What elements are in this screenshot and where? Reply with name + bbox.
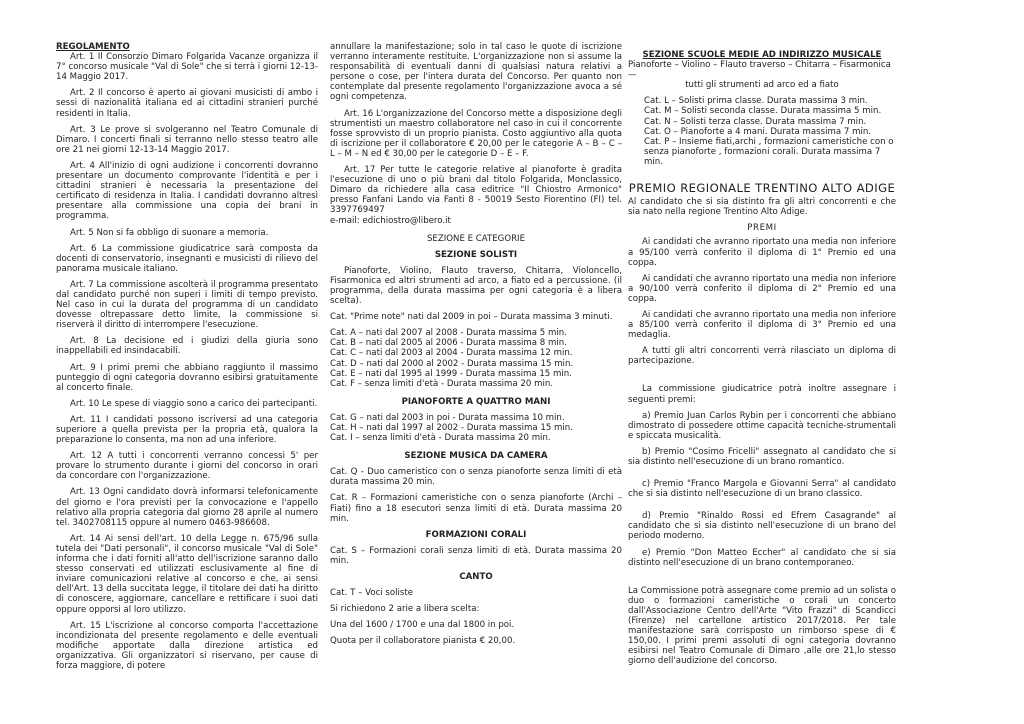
scuole-medie-category-list: [644, 96, 896, 167]
premi-heading: PREMI: [747, 223, 777, 234]
premio-2: Ai candidati che avranno riportato una media non inferiore a 90/100 verrà conferito il diploma di 2° Premio ed una coppa.: [628, 273, 896, 304]
premio-regionale-heading: PREMIO REGIONALE TRENTINO ALTO ADIGE: [628, 181, 896, 196]
canto-heading: CANTO: [459, 572, 493, 583]
email-text: e-mail: edichiostro@libero.it: [330, 215, 451, 226]
premio-1: Ai candidati che avranno riportato una media non inferiore a 95/100 verrà conferito il diploma di 1° Premio ed una coppa.: [628, 237, 896, 268]
art-5: Art. 5 Non si fa obbligo di suonare a memoria.: [70, 227, 269, 238]
art-14: Art. 14 Ai sensi dell'art. 10 della Legge n. 675/96 sulla tutela dei "Dati personali", il concorso musicale "Val di Sole" informa che i dati forniti all'atto dell'iscrizione saranno dallo stesso conservati ed utilizzati esclusivamente al fine di inviare comunicazioni relative al concorso e che, ai sensi dell'Art. 13 della succitata legge, il titolare dei dati ha diritto di conoscere, aggiornare, cancellare e rettificare i suoi dati oppure opporsi al loro utilizzo.: [56, 533, 318, 615]
art-3: Art. 3 Le prove si svolgeranno nel Teatro Comunale di Dimaro. I concerti finali si terranno nello stesso teatro alle ore 21 nei giorni 12-13-14 Maggio 2017.: [56, 124, 318, 155]
formazioni-corali-heading: FORMAZIONI CORALI: [425, 529, 527, 540]
art-16: Art. 16 L'organizzazione del Concorso mette a disposizione degli strumentisti un maestro collaboratore nel caso in cui il concorrente fosse sprovvisto di un proprio pianista. Costo aggiuntivo alla quota di iscrizione per il collaboratore € 20,00 per le categorie A – B – C – L – M – N ed € 30,00 per le categorie D – E – F.: [330, 108, 622, 159]
category-r: Cat. R – Formazioni cameristiche con o senza pianoforte (Archi – Fiati) fino a 18 esecutori senza limiti di età. Durata massima 20 min.: [330, 493, 622, 524]
art-10: Art. 10 Le spese di viaggio sono a carico dei partecipanti.: [70, 398, 318, 409]
category-t: Cat. T – Voci soliste: [330, 588, 414, 599]
art-2: Art. 2 Il concorso è aperto ai giovani musicisti di ambo i sessi di nazionalità italiana ed ai cittadini stranieri purché residenti in Italia.: [56, 88, 318, 119]
art-11: Art. 11 I candidati possono iscriversi ad una categoria superiore a quella prevista per la propria età, qualora la preparazione lo consenta, ma non ad una inferiore.: [56, 414, 318, 446]
list-item: Cat. N – Solisti terza classe. Durata massima 7 min.: [644, 116, 867, 127]
premio-speciale-c: c) Premio "Franco Margola e Giovanni Serra" al candidato che si sia distinto nell'esecuzione di un brano classico.: [628, 479, 896, 500]
premio-speciale-e: e) Premio "Don Matteo Eccher" al candidato che si sia distinto nell'esecuzione di un brano contemporaneo.: [628, 547, 896, 568]
art-12: Art. 12 A tutti i concorrenti verranno concessi 5' per provare lo strumento durante i giorni del concorso in orari da concordare con l'organizzazione.: [56, 451, 318, 482]
list-item: Cat. O – Pianoforte a 4 mani. Durata massima 7 min.: [644, 126, 872, 137]
art-4: Art. 4 All'inizio di ogni audizione i concorrenti dovranno presentare un documento comprovante l'identità e per i cittadini stranieri è necessaria la presentazione del certificato di residenza in Italia. I candidati dovranno altresì presentare alla commissione una copia dei brani in programma.: [56, 160, 318, 222]
premio-speciale-a: a) Premio Juan Carlos Rybin per i concorrenti che abbiano dimostrato di possedere ottime capacità tecniche-strumentali e spiccata musicalità.: [628, 410, 896, 441]
categorie-column: [330, 42, 622, 653]
canto-arie: Si richiedono 2 arie a libera scelta:: [330, 604, 480, 615]
scuole-medie-strumenti-line-2: tutti gli strumenti ad arco ed a fiato: [685, 80, 839, 91]
canto-periodo: Una del 1600 / 1700 e una dal 1800 in poi.: [330, 620, 515, 631]
category-s: Cat. S – Formazioni corali senza limiti di età. Durata massima 20 min.: [330, 545, 622, 566]
list-item: Cat. G – nati dal 2003 in poi - Durata massima 10 min.: [330, 412, 565, 423]
premio-partecipazione: A tutti gli altri concorrenti verrà rilasciato un diploma di partecipazione.: [628, 346, 896, 367]
pianoforte-category-list: [330, 413, 622, 443]
art-6: Art. 6 La commissione giudicatrice sarà composta da docenti di conservatorio, insegnanti e musicisti di rilievo del panorama musicale italiano.: [56, 243, 318, 274]
regolamento-column: [56, 42, 318, 677]
art-8: Art. 8 La decisione ed i giudizi della giuria sono inappellabili ed insindacabili.: [56, 336, 318, 357]
sezione-solisti-heading: SEZIONE SOLISTI: [434, 249, 518, 260]
list-item: Cat. A – nati dal 2007 al 2008 - Durata massima 5 min.: [330, 328, 567, 339]
scuole-medie-strumenti-line-1: Pianoforte – Violino – Flauto traverso – Chitarra – Fisarmonica—: [628, 60, 891, 81]
premio-3: Ai candidati che avranno riportato una media non inferiore a 85/100 verrà conferito il diploma di 3° Premio ed una medaglia.: [628, 309, 896, 341]
list-item: Cat. P – Insieme fiati,archi , formazioni cameristiche con o senza pianoforte , formazioni corali. Durata massima 7 min.: [644, 136, 894, 167]
premi-column: [628, 42, 896, 673]
list-item: Cat. H – nati dal 1997 al 2002 - Durata massima 15 min.: [330, 423, 573, 433]
premio-speciale-d: d) Premio "Rinaldo Rossi ed Efrem Casagrande" al candidato che si sia distinto nell'esecuzione di un brano del periodo moderno.: [628, 511, 896, 542]
category-q: Cat. Q - Duo cameristico con o senza pianoforte senza limiti di età durata massima 20 min.: [330, 467, 622, 488]
regolamento-heading: REGOLAMENTO: [56, 42, 130, 52]
scuole-medie-heading: SEZIONE SCUOLE MEDIE AD INDIRIZZO MUSICALE: [642, 50, 882, 60]
premio-regionale-text: Al candidato che si sia distinto fra gli altri concorrenti e che sia nato nella regione Trentino Alto Adige.: [628, 197, 896, 218]
solisti-category-list: [330, 328, 622, 389]
art-9: Art. 9 I primi premi che abbiano raggiunto il massimo punteggio di ogni categoria dovranno esibirsi gratuitamente al concerto finale.: [56, 362, 318, 393]
art-15-continued: annullare la manifestazione; solo in tal caso le quote di iscrizione verranno interamente restituite. L'organizzazione non si assume la responsabilità di eventuali danni di qualsiasi natura relativi a persone o cose, per l'intera durata del Concorso. Per quanto non contemplate dal presente regolamento l'organizzazione avoca a sé ogni competenza.: [330, 42, 622, 103]
list-item: Cat. C – nati dal 2003 al 2004 - Durata massima 12 min.: [330, 348, 573, 359]
list-item: Cat. L – Solisti prima classe. Durata massima 3 min.: [644, 96, 868, 107]
list-item: Cat. F – senza limiti d'età - Durata massima 20 min.: [330, 378, 554, 389]
premio-speciale-b: b) Premio "Cosimo Fricelli" assegnato al candidato che si sia distinto nell'esecuzione di un brano romantico.: [628, 446, 896, 467]
solisti-intro: Pianoforte, Violino, Flauto traverso, Chitarra, Violoncello, Fisarmonica ed altri strumenti ad arco, a fiato ed a percussione. (il programma, della durata massima per ogni categoria è a libera scelta).: [330, 265, 622, 307]
art-7: Art. 7 La commissione ascolterà il programma presentato dal candidato purché non superi i limiti di tempo previsto. Nel caso in cui la durata del programma di un candidato dovesse oltrepassare detto limite, la commissione si riserverà il diritto di interrompere l'esecuzione.: [56, 279, 318, 331]
art-13: Art. 13 Ogni candidato dovrà informarsi telefonicamente del giorno e l'ora previsti per la convocazione e l'appello relativo alla propria categoria dal giorno 28 aprile al numero tel. 3402708115 oppure al numero 0463-986608.: [56, 487, 318, 528]
art-15: Art. 15 L'iscrizione al concorso comporta l'accettazione incondizionata del presente regolamento e delle eventuali modifiche apportate dalla direzione artistica ed organizzativa. Gli organizzatori si riservano, per cause di forza maggiore, di potere: [56, 620, 318, 671]
art-17: Art. 17 Per tutte le categorie relative al pianoforte è gradita l'esecuzione di uno o più brani dal titolo Folgarida, Monclassico, Dimaro da richiedere alla casa editrice "Il Chiostro Armonico" presso Fanfani Lando via Fanti 8 - 50019 Sesto Fiorentino (FI) tel. 3397769497: [330, 165, 622, 216]
art-1: Art. 1 Il Consorzio Dimaro Folgarida Vacanze organizza il 7° concorso musicale "Val di Sole" che si terrà i giorni 12-13-14 Maggio 2017.: [56, 52, 318, 83]
commissione-text: La commissione giudicatrice potrà inoltre assegnare i seguenti premi:: [628, 384, 896, 405]
list-item: Cat. E – nati dal 1995 al 1999 - Durata massima 15 min.: [330, 368, 572, 379]
list-item: Cat. I – senza limiti d'età - Durata massima 20 min.: [330, 433, 551, 444]
list-item: Cat. M – Solisti seconda classe. Durata massima 5 min.: [644, 106, 882, 117]
prime-note-category: Cat. "Prime note" nati dal 2009 in poi – Durata massima 3 minuti.: [330, 312, 613, 323]
pianoforte-quattro-mani-heading: PIANOFORTE A QUATTRO MANI: [401, 396, 551, 407]
musica-camera-heading: SEZIONE MUSICA DA CAMERA: [404, 451, 548, 462]
list-item: Cat. B – nati dal 2005 al 2006 - Durata massima 8 min.: [330, 338, 567, 349]
list-item: Cat. D – nati dal 2000 al 2002 - Durata massima 15 min.: [330, 358, 574, 369]
sezione-categorie-title: SEZIONE E CATEGORIE: [426, 233, 526, 244]
canto-quota: Quota per il collaboratore pianista € 20,00.: [330, 636, 516, 647]
premio-concerto-text: La Commissione potrà assegnare come premio ad un solista o duo o formazioni cameristiche o corali un concerto dall'Associazione Centro dell'Arte "Vito Frazzi" di Scandicci (Firenze) nel cartellone artistico 2017/2018. Per tale manifestazione sarà corrisposto un rimborso spese di € 150,00. I primi premi assoluti di ogni categoria dovranno esibirsi nel Teatro Comunale di Dimaro ,alle ore 21,lo stesso giorno dell'audizione del concorso.: [628, 585, 896, 667]
